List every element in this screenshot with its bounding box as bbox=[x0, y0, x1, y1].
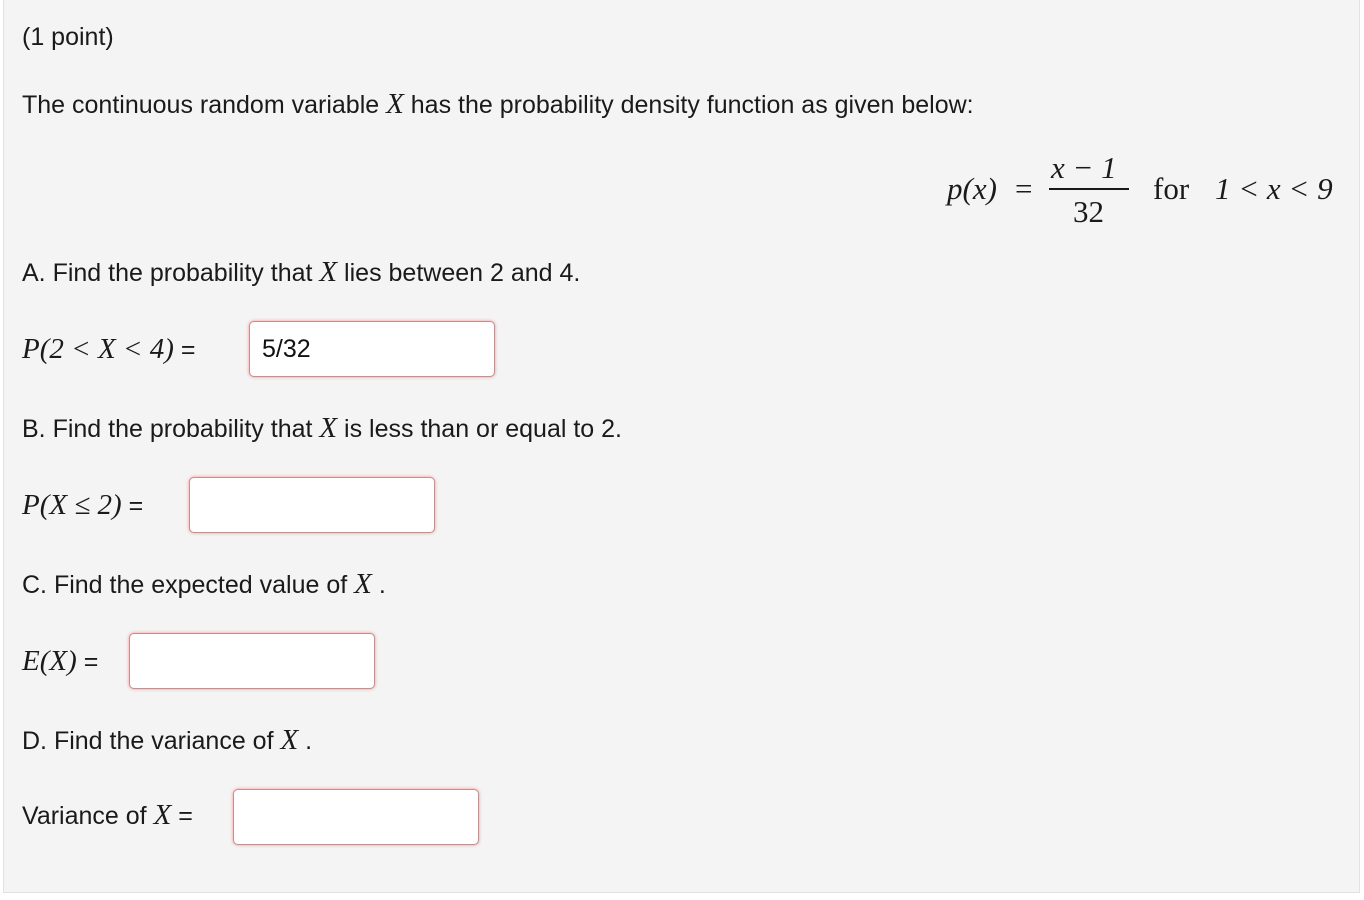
pdf-formula bbox=[947, 150, 1357, 232]
part-d-variable: X bbox=[280, 724, 299, 756]
part-b-prompt bbox=[22, 413, 622, 444]
intro-text-after: has the probability density function as given below: bbox=[403, 91, 974, 119]
part-d-label-equals: = bbox=[171, 802, 193, 830]
part-b-text-after: is less than or equal to 2. bbox=[337, 415, 622, 443]
part-a-answer-input[interactable] bbox=[249, 321, 495, 377]
part-b-label-math: P(X ≤ 2) bbox=[22, 489, 122, 521]
part-a-label-equals: = bbox=[173, 336, 196, 364]
part-b-text-before: B. Find the probability that bbox=[22, 415, 320, 443]
part-b-variable: X bbox=[319, 412, 338, 444]
part-c-text-after: . bbox=[371, 571, 386, 599]
part-a-label-math: P(2 < X < 4) bbox=[22, 333, 174, 365]
part-c-text-before: C. Find the expected value of bbox=[22, 571, 355, 599]
part-d-label bbox=[22, 800, 193, 831]
points-label bbox=[22, 22, 114, 52]
part-c-label-equals: = bbox=[76, 648, 99, 676]
pdf-range: 1 < x < 9 bbox=[1215, 171, 1333, 206]
part-d-label-variable: X bbox=[153, 799, 172, 831]
part-d-label-text: Variance of bbox=[22, 802, 154, 830]
problem-intro bbox=[22, 89, 974, 120]
pdf-for-word: for bbox=[1153, 171, 1190, 206]
part-a-prompt bbox=[22, 257, 580, 288]
intro-text-before: The continuous random variable bbox=[22, 91, 387, 119]
part-d-prompt bbox=[22, 725, 312, 756]
part-c-label bbox=[22, 646, 98, 677]
problem-panel bbox=[3, 0, 1360, 893]
pdf-equals: = bbox=[1015, 171, 1033, 206]
part-a-text-before: A. Find the probability that bbox=[22, 259, 320, 287]
part-c-label-math: E(X) bbox=[22, 645, 77, 677]
part-c-variable: X bbox=[354, 568, 372, 600]
part-a-variable: X bbox=[319, 256, 338, 288]
part-c-prompt bbox=[22, 569, 386, 600]
part-a-label bbox=[22, 334, 195, 365]
part-b-answer-input[interactable] bbox=[189, 477, 435, 533]
part-d-text-after: . bbox=[298, 727, 313, 755]
part-b-label bbox=[22, 490, 143, 521]
part-d-answer-input[interactable] bbox=[233, 789, 479, 845]
part-d-text-before: D. Find the variance of bbox=[22, 727, 281, 755]
intro-variable: X bbox=[386, 88, 404, 120]
pdf-lhs: p(x) bbox=[947, 171, 997, 206]
part-b-label-equals: = bbox=[121, 492, 144, 520]
pdf-denominator: 32 bbox=[1073, 194, 1104, 229]
fraction-bar bbox=[1049, 188, 1129, 190]
part-c-answer-input[interactable] bbox=[129, 633, 375, 689]
pdf-numerator: x − 1 bbox=[1051, 150, 1117, 185]
points-text: (1 point) bbox=[22, 23, 114, 51]
part-a-text-after: lies between 2 and 4. bbox=[337, 259, 581, 287]
